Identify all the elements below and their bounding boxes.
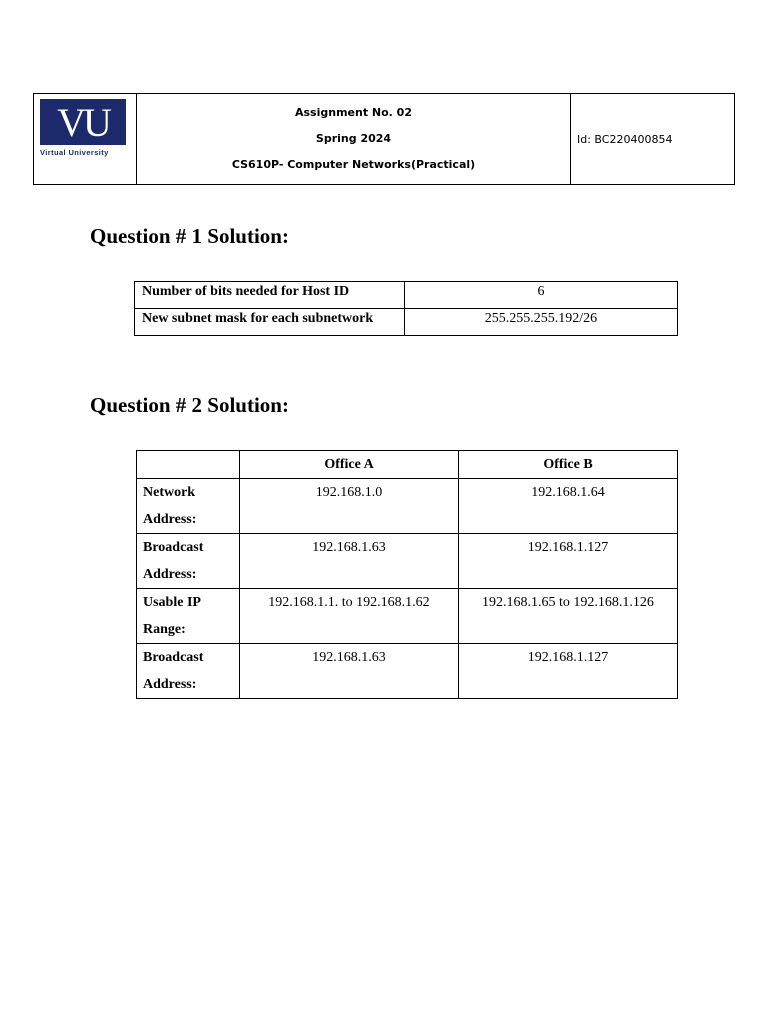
- q1-row-label: Number of bits needed for Host ID: [135, 282, 405, 309]
- q2-office-b-value: 192.168.1.127: [459, 644, 678, 699]
- q1-table-row: [135, 282, 678, 309]
- logo-lettering: VU: [57, 100, 109, 145]
- q2-table-row: [137, 589, 678, 644]
- q2-heading: Question # 2 Solution:: [90, 393, 289, 417]
- q2-table-row: [137, 644, 678, 699]
- q1-row-value: 6: [405, 282, 678, 309]
- q2-office-a-value: 192.168.1.1. to 192.168.1.62: [240, 589, 459, 644]
- q2-office-a-value: 192.168.1.0: [240, 479, 459, 534]
- q2-column-header: Office B: [459, 451, 678, 479]
- title-cell: [137, 94, 571, 185]
- q2-office-b-value: 192.168.1.127: [459, 534, 678, 589]
- vu-logo-graphic: [40, 99, 126, 145]
- course-title: CS610P- Computer Networks(Practical): [231, 158, 476, 171]
- q2-office-a-value: 192.168.1.63: [240, 534, 459, 589]
- q2-row-label: Broadcast Address:: [137, 644, 240, 699]
- q2-office-b-value: 192.168.1.65 to 192.168.1.126: [459, 589, 678, 644]
- q1-row-label: New subnet mask for each subnetwork: [135, 309, 405, 336]
- q1-row-value: 255.255.255.192/26: [405, 309, 678, 336]
- q1-table-row: [135, 309, 678, 336]
- q2-table: [136, 450, 678, 699]
- q2-office-a-value: 192.168.1.63: [240, 644, 459, 699]
- q2-row-label: Broadcast Address:: [137, 534, 240, 589]
- header-table: [33, 93, 735, 185]
- q2-column-header: [137, 451, 240, 479]
- q2-row-label: Network Address:: [137, 479, 240, 534]
- logo-cell: [34, 94, 137, 185]
- q2-row-label: Usable IP Range:: [137, 589, 240, 644]
- student-id: Id: BC220400854: [571, 94, 735, 185]
- assignment-title: Assignment No. 02: [294, 106, 412, 119]
- university-logo: [40, 99, 128, 157]
- semester-label: Spring 2024: [315, 132, 392, 145]
- vu-logo-icon: [40, 99, 126, 145]
- q2-table-row: [137, 479, 678, 534]
- logo-caption: Virtual University: [40, 148, 109, 157]
- q2-table-row: [137, 534, 678, 589]
- q2-office-b-value: 192.168.1.64: [459, 479, 678, 534]
- q1-heading: Question # 1 Solution:: [90, 224, 289, 248]
- q2-column-header: Office A: [240, 451, 459, 479]
- q1-table: [134, 281, 678, 336]
